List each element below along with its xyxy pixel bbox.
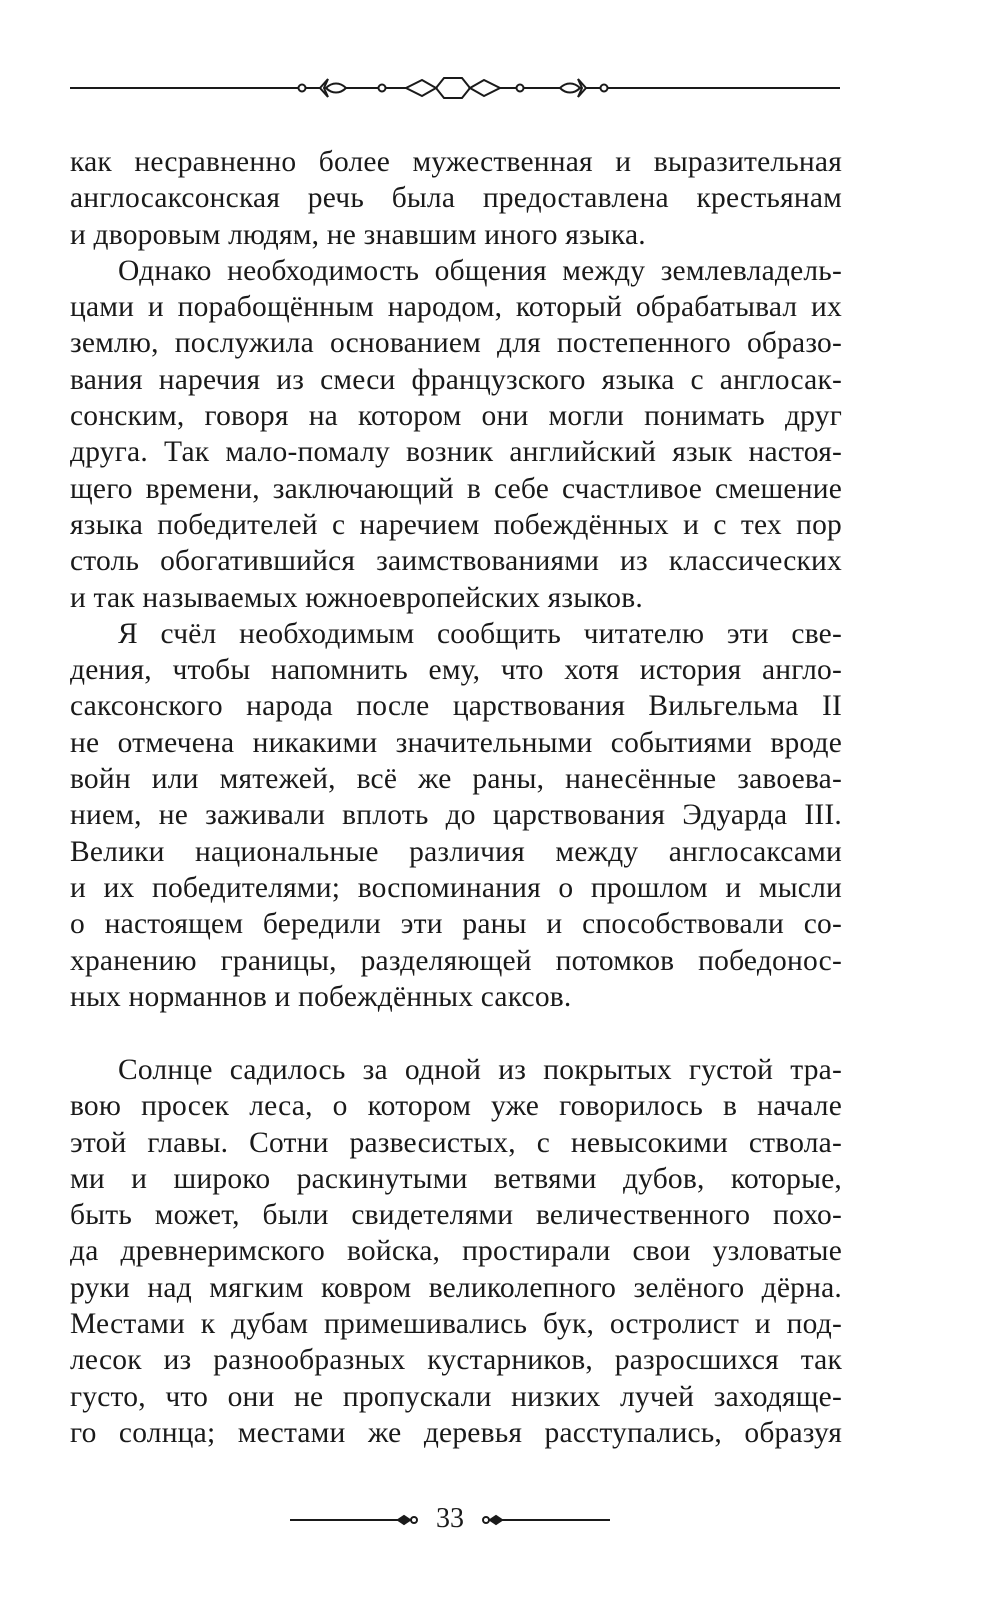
text-line: вания наречия из смеси французского языка с англосак-	[70, 363, 842, 396]
text-line: цами и порабощённым народом, который обрабатывал их	[70, 291, 842, 324]
text-line: сонским, говоря на котором они могли понимать друг	[70, 400, 842, 433]
text-line: ми и широко раскинутыми ветвями дубов, которые,	[70, 1162, 842, 1195]
text-line: и дворовым людям, не знавшим иного языка.	[70, 218, 646, 251]
text-line: лесок из разнообразных кустарников, разросшихся так	[70, 1344, 842, 1377]
paragraph-2	[70, 253, 842, 616]
text-line: быть может, были свидетелями величественного похо-	[70, 1199, 842, 1232]
text-line: языка победителей с наречием побеждённых и с тех пор	[70, 508, 842, 541]
top-ornament-divider	[70, 70, 840, 106]
text-line: Местами к дубам примешивались бук, остролист и под-	[70, 1308, 842, 1341]
text-line: англосаксонская речь была предоставлена крестьянам	[70, 182, 842, 215]
paragraph-4	[70, 1052, 842, 1451]
text-line: нием, не заживали вплоть до царствования Эдуарда III.	[70, 799, 842, 832]
text-line: о настоящем бередили эти раны и способствовали со-	[70, 908, 842, 941]
text-line: щего времени, заключающий в себе счастливое смешение	[70, 472, 842, 505]
text-line: и их победителями; воспоминания о прошлом и мысли	[70, 871, 842, 904]
text-line: Я счёл необходимым сообщить читателю эти све-	[118, 617, 842, 650]
text-line: и так называемых южноевропейских языков.	[70, 581, 643, 614]
main-text-block-1	[70, 144, 842, 1015]
text-line: как несравненно более мужественная и выразительная	[70, 146, 842, 178]
text-line: этой главы. Сотни развесистых, с невысокими ствола-	[70, 1126, 842, 1159]
text-line: хранению границы, разделяющей потомков победонос-	[70, 944, 842, 977]
text-line: густо, что они не пропускали низких лучей заходяще-	[70, 1380, 842, 1413]
text-line: дения, чтобы напомнить ему, что хотя история англо-	[70, 654, 842, 687]
text-line: ных норманнов и побеждённых саксов.	[70, 980, 572, 1013]
text-line: вою просек леса, о котором уже говорилось в начале	[70, 1090, 842, 1123]
text-line: войн или мятежей, всё же раны, нанесённые завоева-	[70, 763, 842, 796]
text-line: не отмечена никакими значительными событиями вроде	[70, 726, 842, 759]
page-number: 33	[436, 1503, 464, 1534]
text-line: землю, послужила основанием для постепенного образо-	[70, 327, 842, 360]
main-text-block-2	[70, 1052, 842, 1451]
text-line: Однако необходимость общения между землевладель-	[118, 254, 842, 287]
text-line: друга. Так мало-помалу возник английский язык настоя-	[70, 436, 842, 469]
text-line: Велики национальные различия между англосаксами	[70, 835, 842, 868]
text-line: да древнеримского войска, простирали свои узловатые	[70, 1235, 842, 1268]
text-line: руки над мягким ковром великолепного зелёного дёрна.	[70, 1271, 842, 1304]
text-line: саксонского народа после царствования Вильгельма II	[70, 690, 842, 723]
paragraph-1	[70, 144, 842, 253]
text-line: го солнца; местами же деревья расступались, образуя	[70, 1416, 842, 1449]
page-footer	[280, 1500, 620, 1540]
text-line: столь обогатившийся заимствованиями из классических	[70, 545, 842, 578]
text-line: Солнце садилось за одной из покрытых густой тра-	[118, 1054, 842, 1086]
paragraph-3	[70, 616, 842, 1015]
